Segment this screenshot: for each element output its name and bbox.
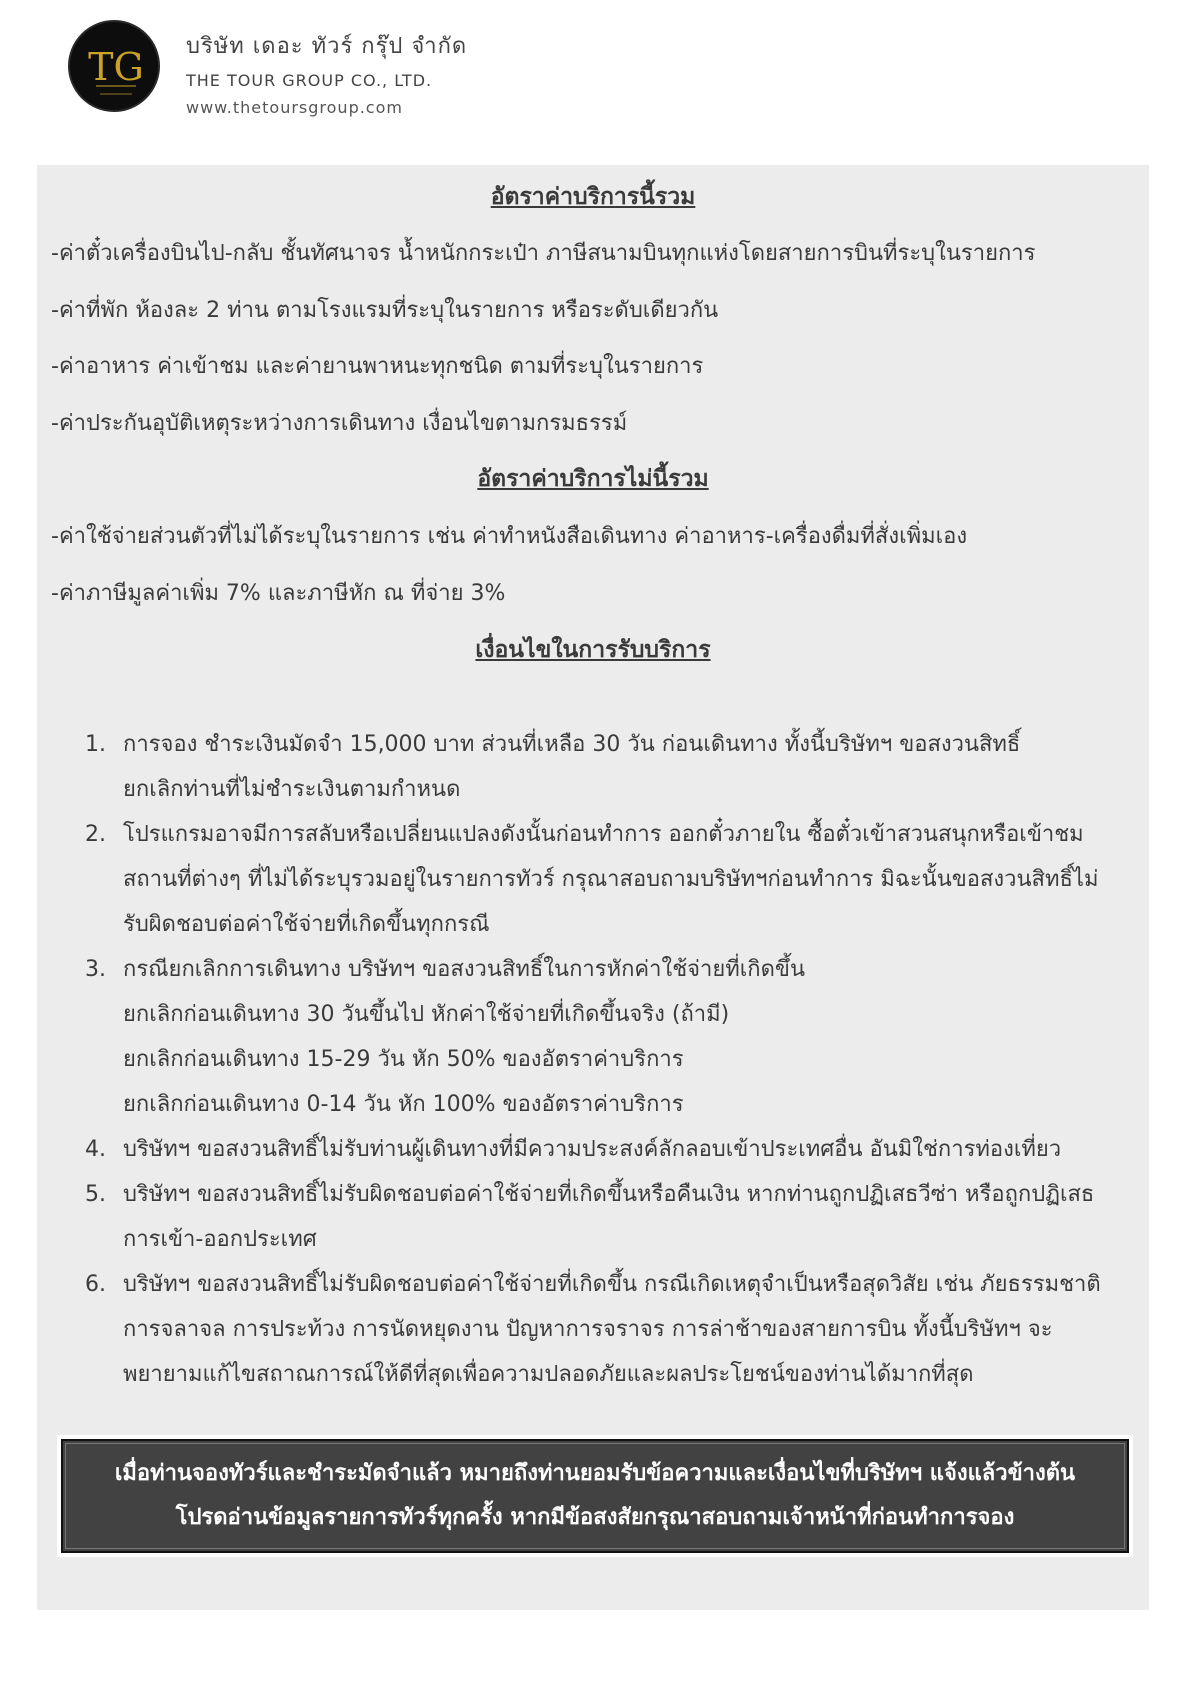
company-info (186, 28, 467, 117)
condition-number: 1. (85, 732, 106, 757)
included-item: -ค่าอาหาร ค่าเข้าชม และค่ายานพาหนะทุกชนิด ตามที่ระบุในรายการ (51, 354, 704, 379)
condition-line: พยายามแก้ไขสถาณการณ์ให้ดีที่สุดเพื่อความปลอดภัยและผลประโยชน์ของท่านได้มากที่สุด (123, 1362, 974, 1387)
content-panel (37, 165, 1149, 1610)
condition-line: การจลาจล การประท้วง การนัดหยุดงาน ปัญหาการจราจร การล่าช้าของสายการบิน ทั้งนี้บริษัทฯ จะ (123, 1317, 1053, 1342)
included-title: อัตราค่าบริการนี้รวม (490, 184, 696, 210)
condition-line: การจอง ชำระเงินมัดจำ 15,000 บาท ส่วนที่เหลือ 30 วัน ก่อนเดินทาง ทั้งนี้บริษัทฯ ขอสงวนสิทธิ์ (123, 732, 1021, 757)
condition-line: รับผิดชอบต่อค่าใช้จ่ายที่เกิดขึ้นทุกกรณี (123, 912, 490, 937)
notice-line: เมื่อท่านจองทัวร์และชำระมัดจำแล้ว หมายถึงท่านยอมรับข้อความและเงื่อนไขที่บริษัทฯ แจ้งแล้วข้างต้น (114, 1461, 1076, 1486)
condition-number: 3. (85, 957, 106, 982)
condition-item (85, 1262, 1130, 1397)
svg-text:TG: TG (88, 45, 144, 89)
notice-box (57, 1435, 1133, 1557)
included-item: -ค่าประกันอุบัติเหตุระหว่างการเดินทาง เงื่อนไขตามกรมธรรม์ (51, 411, 628, 436)
condition-number: 2. (85, 822, 106, 847)
condition-number: 4. (85, 1137, 106, 1162)
page-header (68, 20, 668, 120)
condition-item (85, 722, 1130, 812)
condition-line: ยกเลิกท่านที่ไม่ชำระเงินตามกำหนด (123, 777, 461, 802)
condition-line: บริษัทฯ ขอสงวนสิทธิ์ไม่รับผิดชอบต่อค่าใช้จ่ายที่เกิดขึ้นหรือคืนเงิน หากท่านถูกปฏิเสธวีซ่า หรือถูกปฏิเสธ (123, 1182, 1095, 1207)
notice-inner (61, 1439, 1129, 1553)
condition-line: กรณียกเลิกการเดินทาง บริษัทฯ ขอสงวนสิทธิ์ในการหักค่าใช้จ่ายที่เกิดขึ้น (123, 957, 805, 982)
company-name-th: บริษัท เดอะ ทัวร์ กรุ๊ป จำกัด (186, 34, 468, 59)
condition-item (85, 812, 1130, 947)
condition-line: ยกเลิกก่อนเดินทาง 0-14 วัน หัก 100% ของอัตราค่าบริการ (123, 1092, 684, 1117)
condition-number: 5. (85, 1182, 106, 1207)
condition-line: ยกเลิกก่อนเดินทาง 15-29 วัน หัก 50% ของอัตราค่าบริการ (123, 1047, 684, 1072)
condition-item (85, 947, 1130, 1127)
condition-item (85, 1172, 1130, 1262)
condition-line: สถานที่ต่างๆ ที่ไม่ได้ระบุรวมอยู่ในรายการทัวร์ กรุณาสอบถามบริษัทฯก่อนทำการ มิฉะนั้นขอสงวนสิทธิ์ไม่ (123, 867, 1099, 892)
condition-line: โปรแกรมอาจมีการสลับหรือเปลี่ยนแปลงดังนั้นก่อนทำการ ออกตั๋วภายใน ซื้อตั๋วเข้าสวนสนุกหรือเข้าชม (123, 822, 1084, 847)
included-item: -ค่าตั๋วเครื่องบินไป-กลับ ชั้นทัศนาจร น้ำหนักกระเป๋า ภาษีสนามบินทุกแห่งโดยสายการบินที่ระบุในรายการ (51, 241, 1036, 266)
condition-item (85, 1127, 1130, 1172)
conditions-list (85, 722, 1130, 1397)
excluded-item: -ค่าใช้จ่ายส่วนตัวที่ไม่ได้ระบุในรายการ เช่น ค่าทำหนังสือเดินทาง ค่าอาหาร-เครื่องดื่มที่สั่งเพิ่มเอง (51, 524, 968, 549)
condition-line: บริษัทฯ ขอสงวนสิทธิ์ไม่รับผิดชอบต่อค่าใช้จ่ายที่เกิดขึ้น กรณีเกิดเหตุจำเป็นหรือสุดวิสัย เช่น ภัยธรรมชาติ (123, 1272, 1101, 1297)
company-logo (68, 20, 160, 112)
excluded-item: -ค่าภาษีมูลค่าเพิ่ม 7% และภาษีหัก ณ ที่จ่าย 3% (51, 581, 506, 606)
condition-line: บริษัทฯ ขอสงวนสิทธิ์ไม่รับท่านผู้เดินทางที่มีความประสงค์ลักลอบเข้าประเทศอื่น อันมิใช่การท่องเที่ยว (123, 1137, 1062, 1162)
included-item: -ค่าที่พัก ห้องละ 2 ท่าน ตามโรงแรมที่ระบุในรายการ หรือระดับเดียวกัน (51, 298, 719, 323)
condition-line: การเข้า-ออกประเทศ (123, 1227, 317, 1252)
company-name-en: THE TOUR GROUP CO., LTD. (186, 71, 433, 90)
notice-line: โปรดอ่านข้อมูลรายการทัวร์ทุกครั้ง หากมีข้อสงสัยกรุณาสอบถามเจ้าหน้าที่ก่อนทำการจอง (175, 1505, 1015, 1530)
conditions-title: เงื่อนไขในการรับบริการ (475, 637, 711, 663)
condition-number: 6. (85, 1272, 106, 1297)
company-website[interactable]: www.thetoursgroup.com (186, 98, 403, 117)
condition-line: ยกเลิกก่อนเดินทาง 30 วันขึ้นไป หักค่าใช้จ่ายที่เกิดขึ้นจริง (ถ้ามี) (123, 1002, 730, 1027)
excluded-title: อัตราค่าบริการไม่นี้รวม (477, 466, 709, 492)
